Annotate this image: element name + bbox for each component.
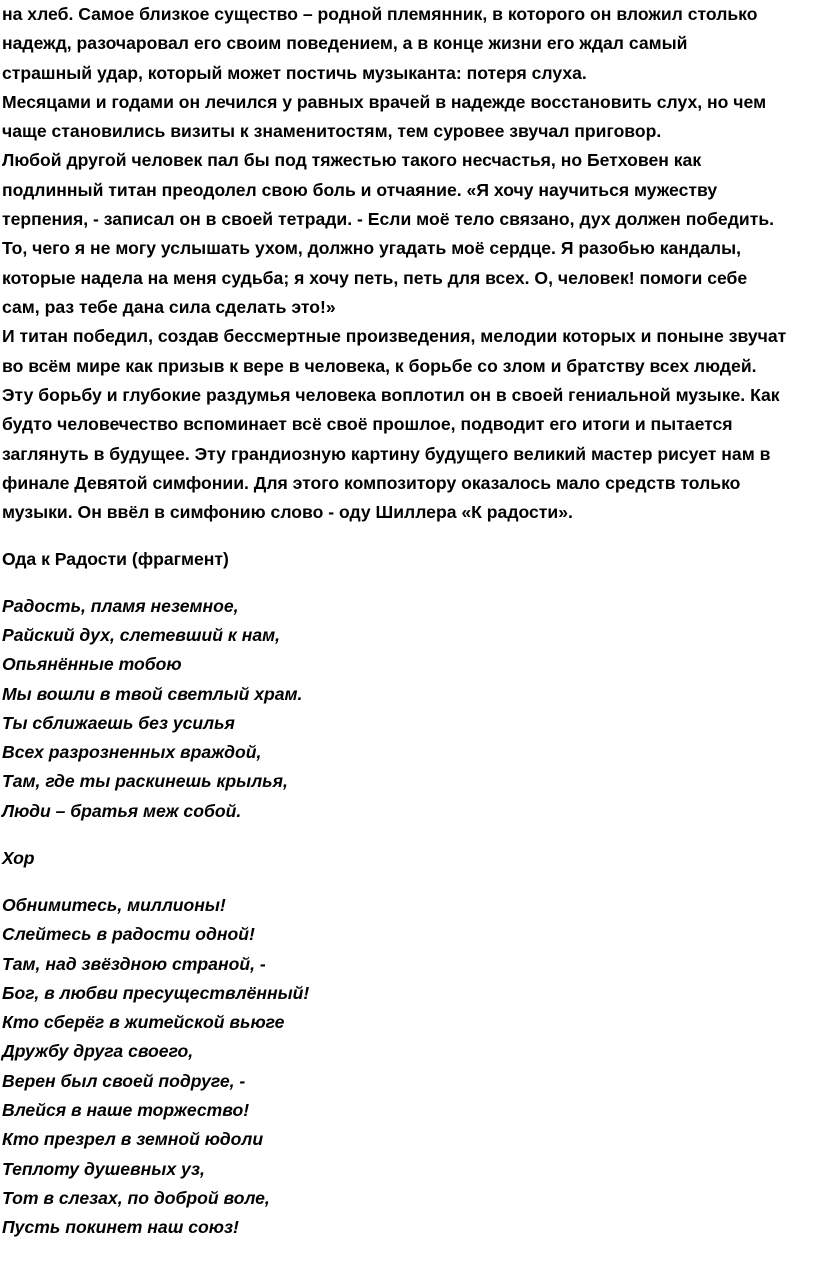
poem-line: Всех разрозненных враждой, [2, 742, 262, 762]
poem-line: Опьянённые тобою [2, 654, 182, 674]
chorus-line: Тот в слезах, по доброй воле, [2, 1188, 270, 1208]
prose-line: чаще становились визиты к знаменитостям, тем суровее звучал приговор. [2, 121, 662, 141]
chorus-line: Верен был своей подруге, - [2, 1071, 246, 1091]
prose-line: терпения, - записал он в своей тетради. - Если моё тело связано, дух должен победить. [2, 209, 775, 229]
prose-line: подлинный титан преодолел свою боль и отчаяние. «Я хочу научиться мужеству [2, 180, 718, 200]
chorus-line: Бог, в любви пресуществлённый! [2, 983, 310, 1003]
poem-title: Ода к Радости (фрагмент) [2, 549, 229, 569]
prose-line: Любой другой человек пал бы под тяжестью такого несчастья, но Бетховен как [2, 150, 702, 170]
prose-line: на хлеб. Самое близкое существо – родной племянник, в которого он вложил столько [2, 4, 758, 24]
chorus-line: Теплоту душевных уз, [2, 1159, 205, 1179]
prose-line: сам, раз тебе дана сила сделать это!» [2, 297, 336, 317]
prose-line: страшный удар, который может постичь музыканта: потеря слуха. [2, 63, 587, 83]
chorus-line: Слейтесь в радости одной! [2, 924, 255, 944]
chorus-line: Кто сберёг в житейской вьюге [2, 1012, 285, 1032]
chorus-line: Кто презрел в земной юдоли [2, 1129, 264, 1149]
prose-line: финале Девятой симфонии. Для этого композитору оказалось мало средств только [2, 473, 741, 493]
poem-line: Райский дух, слетевший к нам, [2, 625, 281, 645]
prose-line: музыки. Он ввёл в симфонию слово - оду Шиллера «К радости». [2, 502, 573, 522]
chorus-line: Дружбу друга своего, [2, 1041, 194, 1061]
chorus-label: Хор [2, 848, 35, 868]
prose-line: Эту борьбу и глубокие раздумья человека воплотил он в своей гениальной музыке. Как [2, 385, 780, 405]
chorus-line: Там, над звёздною страной, - [2, 954, 266, 974]
chorus-line: Пусть покинет наш союз! [2, 1217, 239, 1237]
prose-line: во всём мире как призыв к вере в человека, к борьбе со злом и братству всех людей. [2, 356, 757, 376]
poem-line: Люди – братья меж собой. [2, 801, 242, 821]
poem-line: Там, где ты раскинешь крылья, [2, 771, 288, 791]
chorus-line: Обнимитесь, миллионы! [2, 895, 226, 915]
prose-line: будто человечество вспоминает всё своё прошлое, подводит его итоги и пытается [2, 414, 733, 434]
prose-line: Месяцами и годами он лечился у равных врачей в надежде восстановить слух, но чем [2, 92, 767, 112]
poem-line: Ты сближаешь без усилья [2, 713, 235, 733]
poem-line: Мы вошли в твой светлый храм. [2, 684, 303, 704]
prose-line: заглянуть в будущее. Эту грандиозную картину будущего великий мастер рисует нам в [2, 444, 771, 464]
prose-line: То, чего я не могу услышать ухом, должно угадать моё сердце. Я разобью кандалы, [2, 238, 742, 258]
poem-line: Радость, пламя неземное, [2, 596, 239, 616]
prose-line: которые надела на меня судьба; я хочу петь, петь для всех. О, человек! помоги себе [2, 268, 748, 288]
chorus-line: Влейся в наше торжество! [2, 1100, 250, 1120]
prose-line: И титан победил, создав бессмертные произведения, мелодии которых и поныне звучат [2, 326, 787, 346]
prose-line: надежд, разочаровал его своим поведением, а в конце жизни его ждал самый [2, 33, 688, 53]
